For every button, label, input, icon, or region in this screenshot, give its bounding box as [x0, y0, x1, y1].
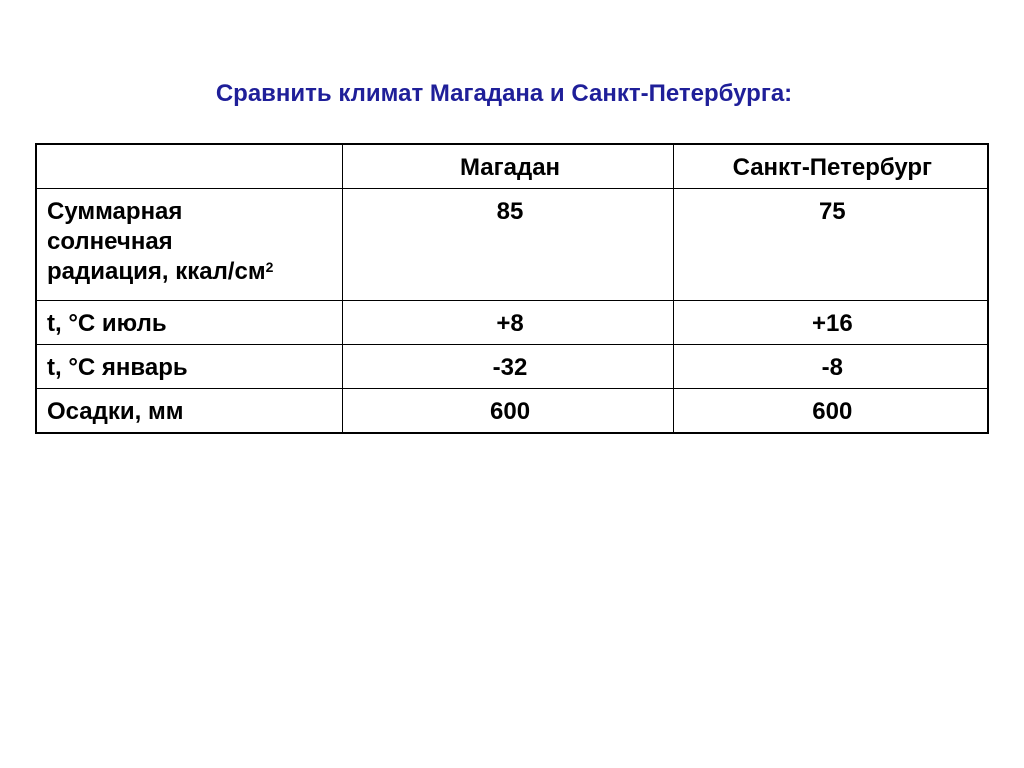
value-january-spb: -8: [821, 354, 843, 381]
slide-title: Сравнить климат Магадана и Санкт-Петербурга:: [215, 80, 793, 107]
cell-january-magadan: [343, 345, 673, 389]
value-radiation-magadan: 85: [496, 198, 524, 225]
value-precipitation-spb: 600: [812, 398, 853, 425]
label-july-temp: t, °C июль: [47, 310, 167, 337]
label-january-temp: t, °C январь: [47, 354, 188, 381]
value-july-magadan: +8: [496, 310, 524, 337]
cell-july-spb: [673, 301, 988, 345]
cell-july-magadan: [343, 301, 673, 345]
cell-precipitation-magadan: [343, 389, 673, 434]
value-july-spb: +16: [811, 310, 853, 337]
row-label-january: [36, 345, 343, 389]
header-empty-text: [37, 145, 342, 158]
header-magadan: [343, 144, 673, 189]
table-row-january-temp: [36, 345, 988, 389]
value-precipitation-magadan: 600: [490, 398, 531, 425]
header-empty-cell: [36, 144, 343, 189]
label-precipitation: Осадки, мм: [47, 398, 184, 425]
table-row-precipitation: [36, 389, 988, 434]
value-radiation-spb: 75: [818, 198, 846, 225]
row-label-july: [36, 301, 343, 345]
cell-radiation-magadan: [343, 189, 673, 301]
cell-radiation-spb: [673, 189, 988, 301]
row-label-radiation: [36, 189, 343, 301]
radiation-unit-superscript: 2: [265, 259, 274, 275]
table-header-row: [36, 144, 988, 189]
radiation-label-line-3: радиация, ккал/см: [47, 258, 266, 285]
radiation-label-line-1: Суммарная: [47, 198, 183, 225]
climate-comparison-table: [35, 143, 989, 434]
cell-precipitation-spb: [673, 389, 988, 434]
radiation-label-line-2: солнечная: [47, 228, 173, 255]
table-row-radiation: [36, 189, 988, 301]
cell-january-spb: [673, 345, 988, 389]
value-january-magadan: -32: [492, 354, 528, 381]
header-magadan-text: Магадан: [459, 154, 561, 181]
table-row-july-temp: [36, 301, 988, 345]
row-label-precipitation: [36, 389, 343, 434]
header-spb-text: Санкт-Петербург: [732, 154, 933, 181]
header-spb: [673, 144, 988, 189]
